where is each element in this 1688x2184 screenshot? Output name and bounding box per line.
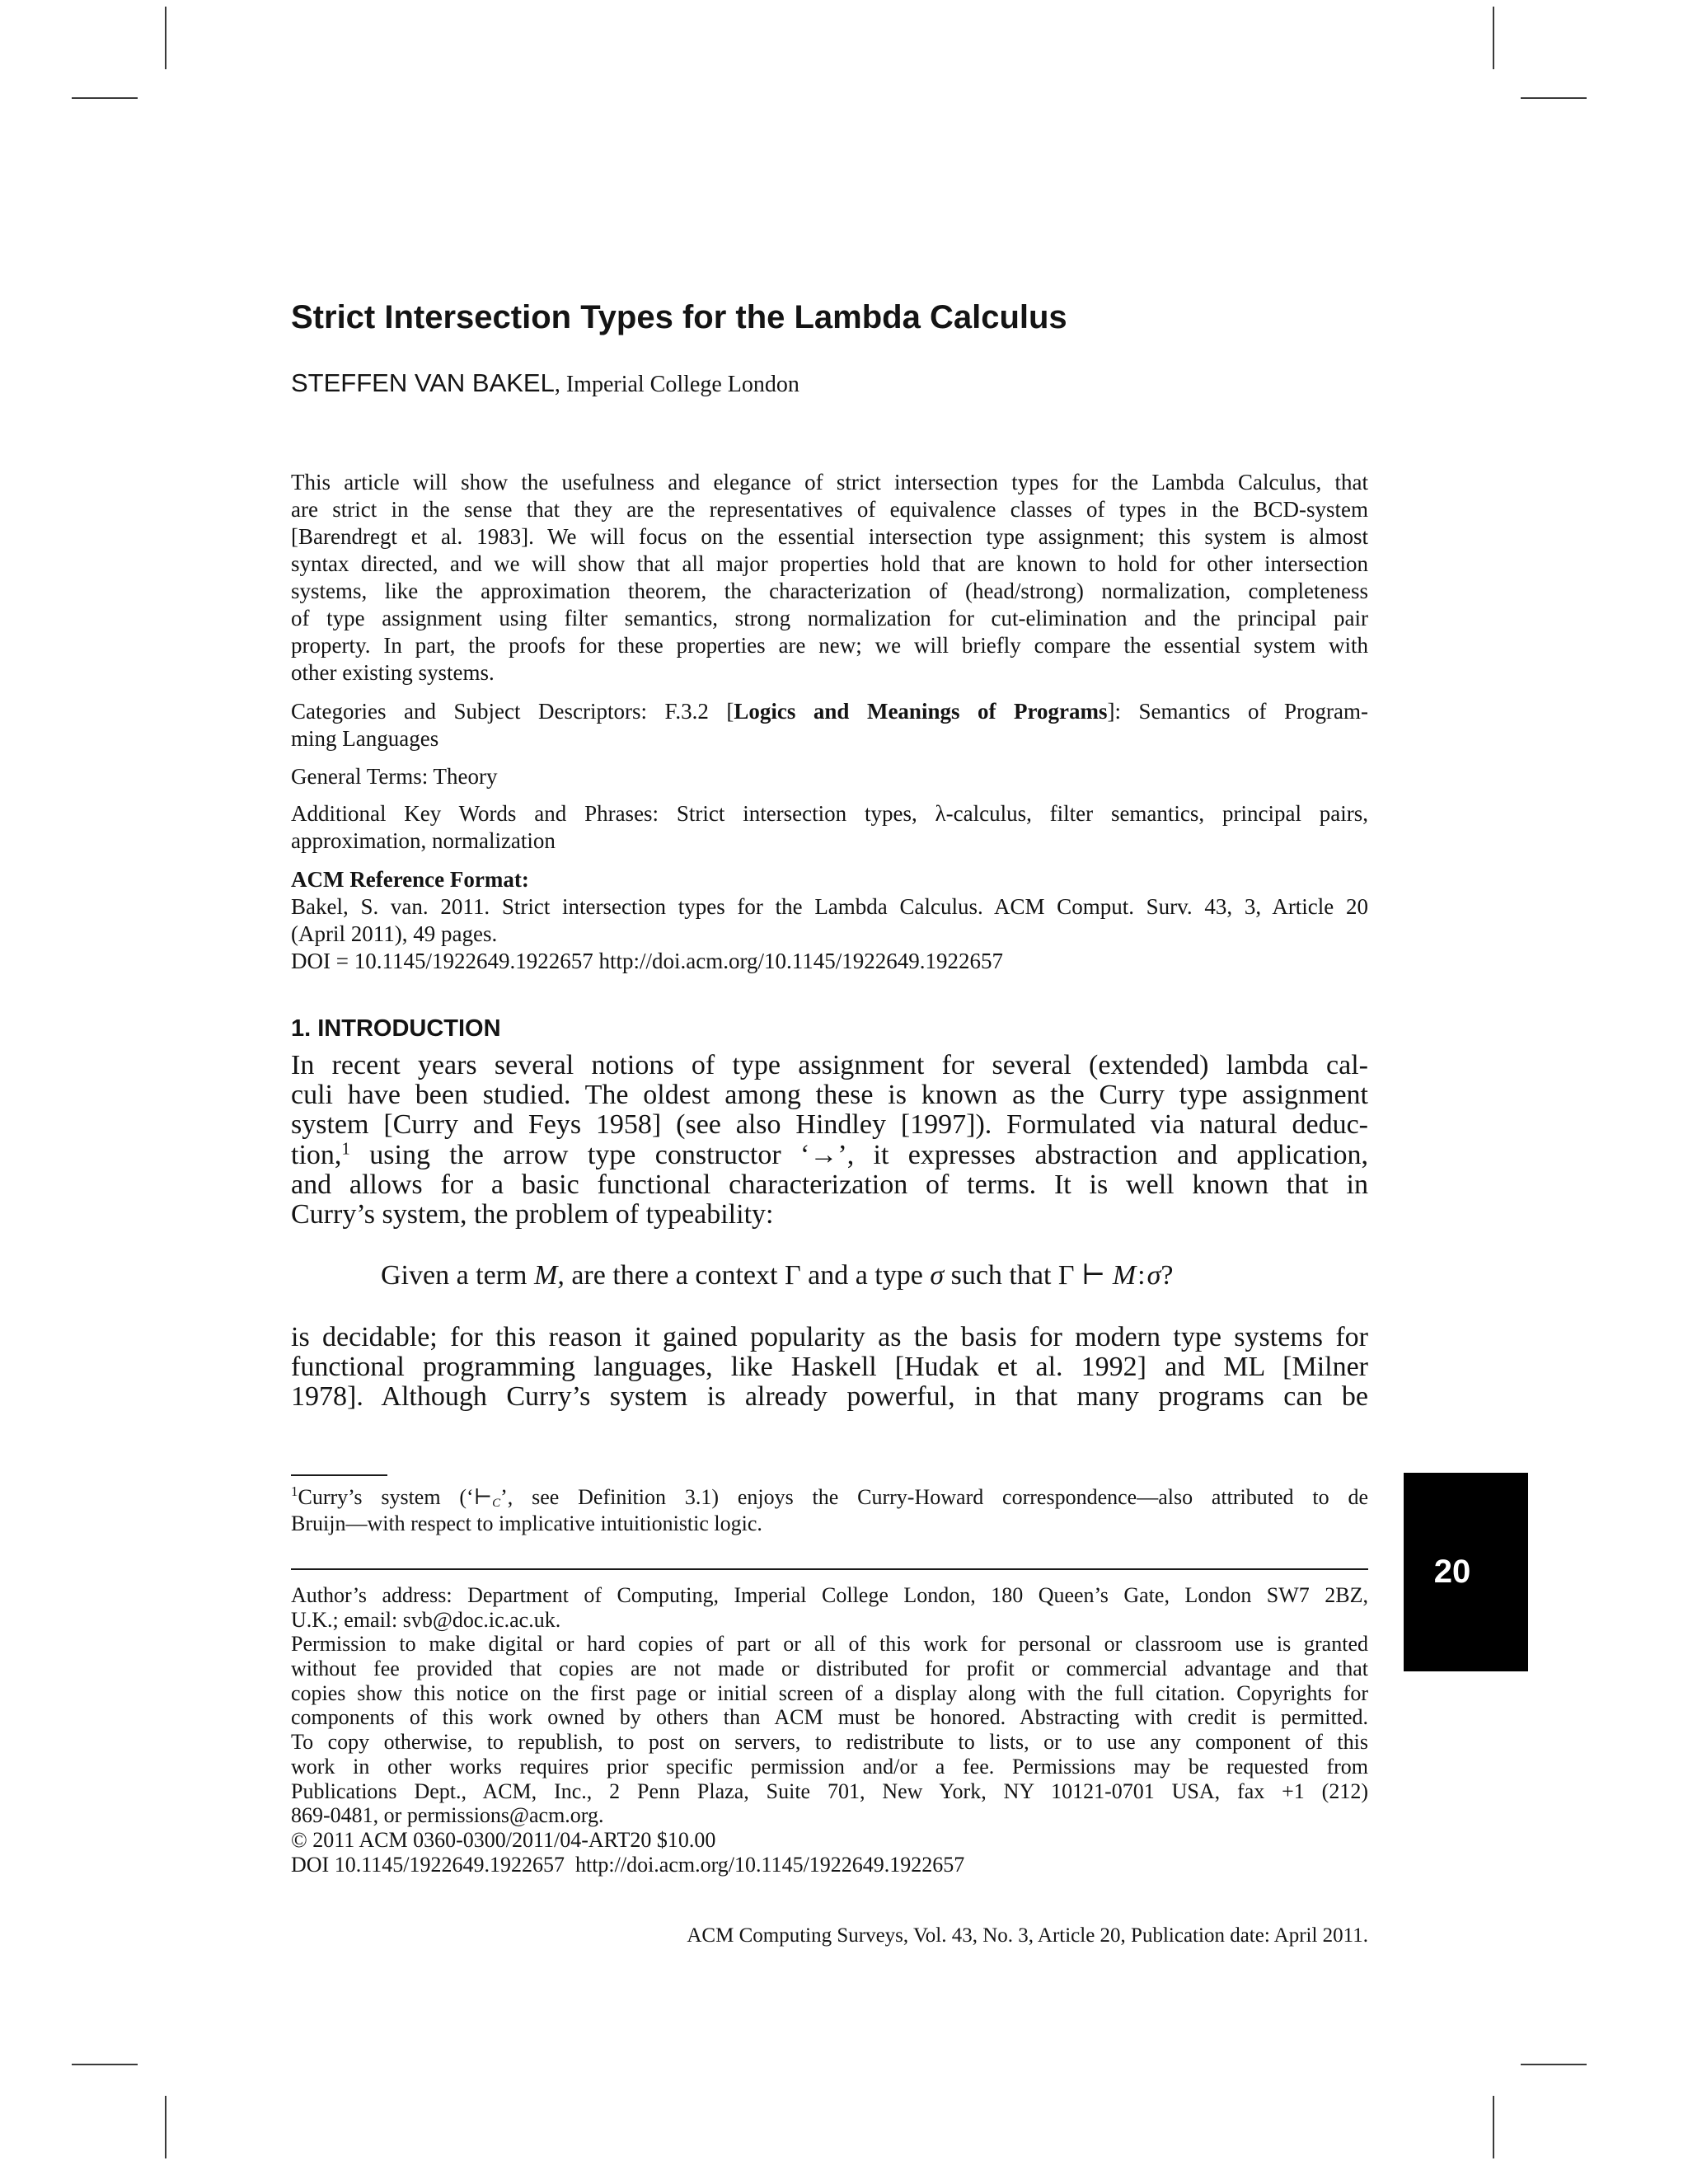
permission-block — [291, 1583, 1368, 1877]
continuation-paragraph — [291, 1323, 1368, 1413]
ccs-line — [291, 698, 1368, 725]
permission-line: 869-0481, or permissions@acm.org. — [291, 1803, 604, 1828]
question-predicate: σ — [1146, 1260, 1161, 1291]
intro-line-text: using the arrow type constructor ‘→’, it expresses abstraction and application, — [349, 1139, 1368, 1170]
intro-paragraph — [291, 1051, 1368, 1230]
footnote-rule — [291, 1474, 387, 1476]
footnote-subscript: C — [492, 1497, 501, 1510]
body-line: functional programming languages, like Haskell [Hudak et al. 1992] and ML [Milner — [291, 1352, 1368, 1383]
journal-footer: ACM Computing Surveys, Vol. 43, No. 3, Article 20, Publication date: April 2011. — [687, 1924, 1368, 1947]
intro-line-text: tion, — [291, 1139, 342, 1170]
permission-line: copies show this notice on the first page or initial screen of a display along with the full citation. Copyrights for — [291, 1680, 1368, 1705]
abstract — [291, 469, 1368, 687]
author-line — [291, 367, 1368, 405]
permission-rule — [291, 1568, 1368, 1570]
crop-mark-top-left-vertical — [165, 7, 166, 69]
typeability-question — [381, 1260, 1173, 1291]
crop-mark-bottom-right-vertical — [1493, 2096, 1494, 2158]
permission-line: work in other works requires prior specific permission and/or a fee. Permissions may be requested from — [291, 1754, 1368, 1779]
author-name: STEFFEN VAN BAKEL — [291, 368, 555, 397]
copyright-line: © 2011 ACM 0360-0300/2011/04-ART20 $10.00 — [291, 1827, 716, 1852]
crop-mark-top-right-vertical — [1493, 7, 1494, 69]
general-terms-line: General Terms: Theory — [291, 764, 498, 789]
intro-line — [291, 1138, 1368, 1170]
abstract-line: This article will show the usefulness and elegance of strict intersection types for the Lambda Calculus, that — [291, 470, 1368, 494]
keywords — [291, 800, 1368, 855]
reference-line: (April 2011), 49 pages. — [291, 921, 498, 946]
question-text: are there a context Γ and a type — [564, 1260, 931, 1291]
reference-heading — [291, 866, 1368, 893]
question-text: Given a term — [381, 1260, 534, 1291]
question-text: such that Γ ⊢ — [944, 1260, 1113, 1291]
author-affiliation: , Imperial College London — [554, 372, 799, 397]
footnote — [291, 1484, 1368, 1537]
question-colon: : — [1137, 1260, 1146, 1291]
ccs-emphasis: Logics and Meanings of Programs — [734, 699, 1108, 724]
abstract-line: property. In part, the proofs for these properties are new; we will briefly compare the essential system with — [291, 633, 1368, 658]
doi-line: DOI 10.1145/1922649.1922657 http://doi.acm.org/10.1145/1922649.1922657 — [291, 1852, 965, 1877]
reference-line: Bakel, S. van. 2011. Strict intersection types for the Lambda Calculus. ACM Comput. Surv. 43, 3, Article 20 — [291, 894, 1368, 919]
abstract-line: systems, like the approximation theorem, the characterization of (head/strong) normalization, completeness — [291, 579, 1368, 603]
abstract-line: syntax directed, and we will show that all major properties hold that are known to hold for other intersection — [291, 551, 1368, 576]
address-line: Author’s address: Department of Computing, Imperial College London, 180 Queen’s Gate, London SW7 2BZ, — [291, 1583, 1368, 1607]
reference-heading-text: ACM Reference Format: — [291, 867, 529, 892]
crop-mark-bottom-right-horizontal — [1521, 2064, 1587, 2065]
question-term: M, — [534, 1260, 565, 1291]
body-line: is decidable; for this reason it gained popularity as the basis for modern type systems for — [291, 1322, 1368, 1352]
intro-line: and allows for a basic functional characterization of terms. It is well known that in — [291, 1169, 1368, 1200]
question-type: σ — [930, 1260, 945, 1291]
body-line: 1978]. Although Curry’s system is already powerful, in that many programs can be — [291, 1381, 1368, 1413]
address-line: U.K.; email: svb@doc.ic.ac.uk. — [291, 1607, 561, 1632]
reference-format — [291, 866, 1368, 975]
permission-line: Permission to make digital or hard copies of part or all of this work for personal or classroom use is granted — [291, 1632, 1368, 1657]
footnote-number: 1 — [291, 1483, 298, 1499]
abstract-line: are strict in the sense that they are the representatives of equivalence classes of types in the BCD-system — [291, 497, 1368, 522]
footnote-line: Bruijn—with respect to implicative intuitionistic logic. — [291, 1511, 762, 1535]
crop-mark-bottom-left-vertical — [165, 2096, 166, 2158]
intro-line: system [Curry and Feys 1958] (see also Hindley [1997]). Formulated via natural deduc- — [291, 1109, 1368, 1141]
ccs-suffix: ]: Semantics of Program- — [1107, 699, 1368, 724]
footnote-marker: 1 — [341, 1138, 350, 1159]
abstract-line: [Barendregt et al. 1983]. We will focus on the essential intersection type assignment; this system is almost — [291, 524, 1368, 549]
abstract-line: other existing systems. — [291, 660, 495, 685]
question-subject: M — [1112, 1260, 1137, 1291]
keywords-line: approximation, normalization — [291, 828, 556, 853]
intro-line: In recent years several notions of type assignment for several (extended) lambda cal- — [291, 1050, 1368, 1080]
abstract-line: of type assignment using filter semantics, strong normalization for cut-elimination and the principal pair — [291, 606, 1368, 630]
permission-line: To copy otherwise, to republish, to post on servers, to redistribute to lists, or to use any component of this — [291, 1730, 1368, 1755]
keywords-line: Additional Key Words and Phrases: Strict intersection types, λ-calculus, filter semantics, principal pairs, — [291, 801, 1368, 826]
article-number-tab — [1404, 1473, 1528, 1671]
reference-doi: DOI = 10.1145/1922649.1922657 http://doi.acm.org/10.1145/1922649.1922657 — [291, 949, 1003, 973]
general-terms — [291, 763, 1368, 790]
footnote-text: ’, see Definition 3.1) enjoys the Curry-Howard correspondence—also attributed to de — [500, 1485, 1368, 1509]
ccs-line: ming Languages — [291, 726, 439, 751]
crop-mark-top-left-horizontal — [72, 97, 138, 99]
section-heading: 1. INTRODUCTION — [291, 1015, 501, 1042]
intro-line: culi have been studied. The oldest among these is known as the Curry type assignment — [291, 1080, 1368, 1111]
permission-line: components of this work owned by others than ACM must be honored. Abstracting with credit is permitted. — [291, 1705, 1368, 1730]
footnote-text: Curry’s system (‘⊢ — [298, 1485, 493, 1509]
crop-mark-top-right-horizontal — [1521, 97, 1587, 99]
ccs-descriptors — [291, 698, 1368, 752]
article-number: 20 — [1433, 1554, 1471, 1590]
crop-mark-bottom-left-horizontal — [72, 2064, 138, 2065]
permission-line: Publications Dept., ACM, Inc., 2 Penn Plaza, Suite 701, New York, NY 10121-0701 USA, fax +1 (212) — [291, 1779, 1368, 1803]
paper-title: Strict Intersection Types for the Lambda Calculus — [291, 299, 1067, 335]
question-end: ? — [1160, 1260, 1174, 1291]
footnote-line — [291, 1484, 1368, 1511]
ccs-prefix: Categories and Subject Descriptors: F.3.2 [ — [291, 699, 734, 724]
permission-line: without fee provided that copies are not made or distributed for profit or commercial advantage and that — [291, 1657, 1368, 1681]
intro-line: Curry’s system, the problem of typeability: — [291, 1198, 774, 1230]
